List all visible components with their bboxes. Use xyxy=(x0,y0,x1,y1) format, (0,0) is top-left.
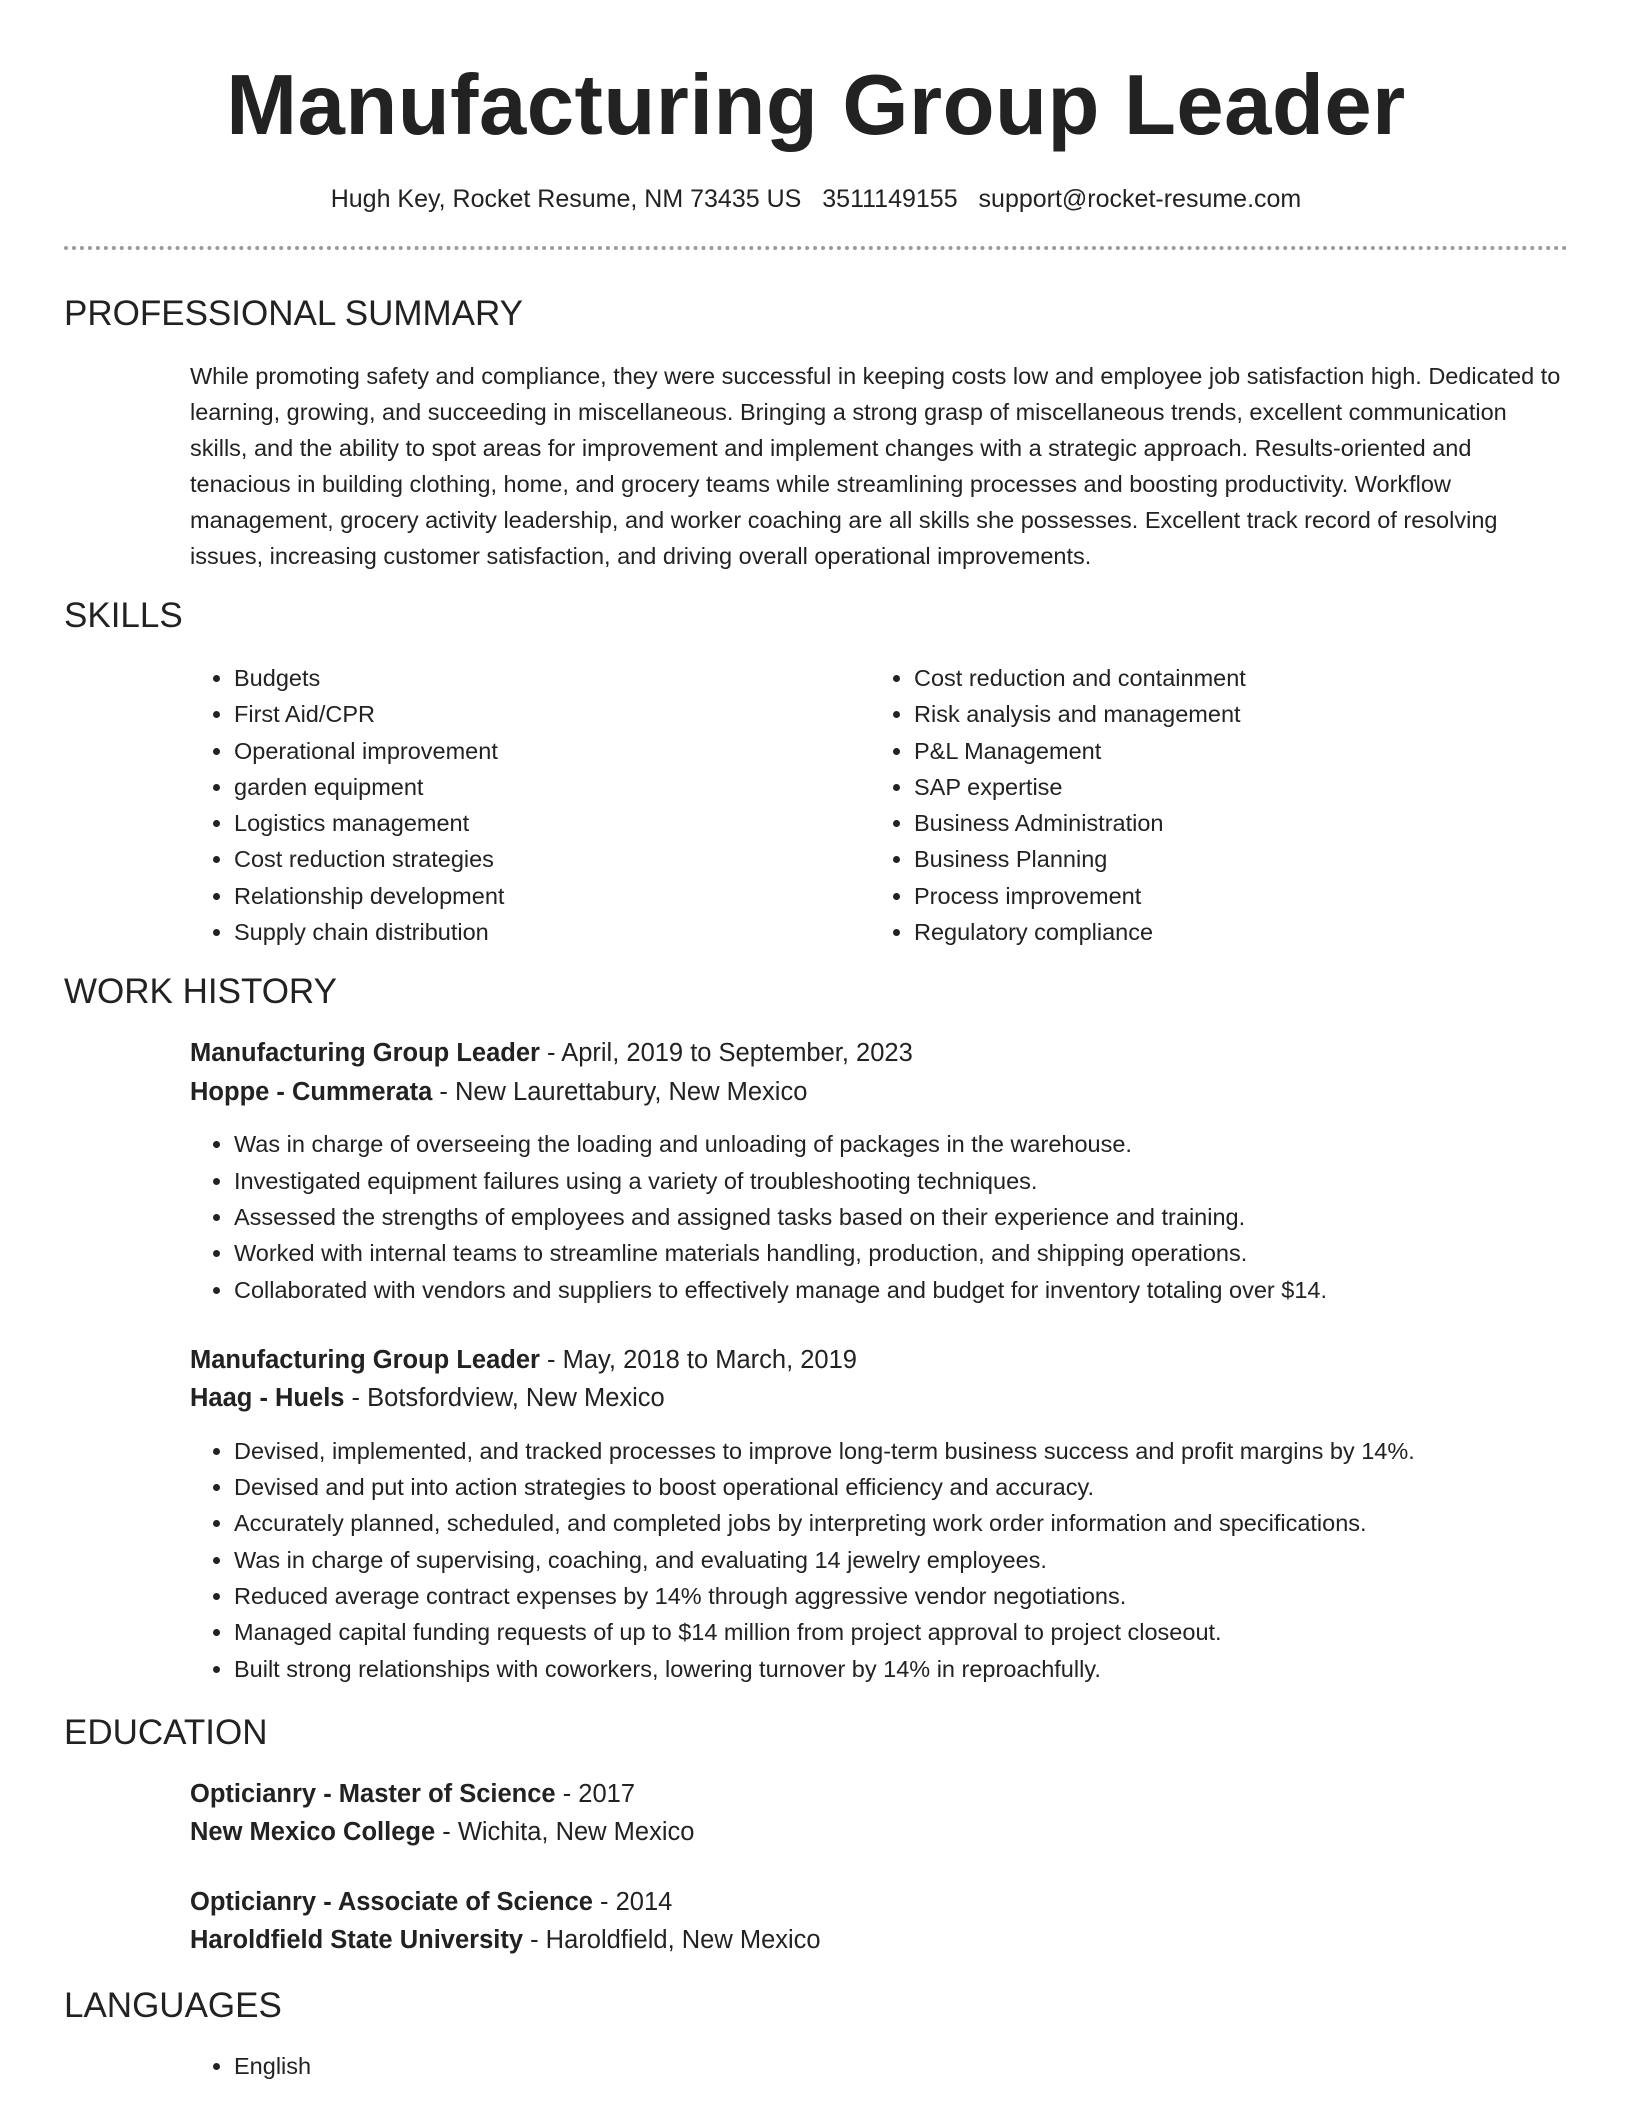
job-bullets xyxy=(190,1126,1568,1307)
education-heading: EDUCATION xyxy=(64,1712,268,1752)
job-title-line xyxy=(190,1341,1568,1380)
summary-section xyxy=(64,292,1568,574)
job-location: - New Laurettabury, New Mexico xyxy=(432,1077,808,1106)
skill-item: • SAP expertise xyxy=(914,769,1550,805)
job-entry xyxy=(190,1034,1568,1307)
skill-item: • Relationship development xyxy=(234,878,870,914)
job-bullet: • Collaborated with vendors and suppliers to effectively manage and budget for inventory totaling over $14. xyxy=(234,1272,1568,1308)
job-title: Manufacturing Group Leader xyxy=(190,1345,540,1374)
skill-item: • Cost reduction and containment xyxy=(914,660,1550,696)
school-line xyxy=(190,1813,1568,1852)
job-bullet: • Worked with internal teams to streamline materials handling, production, and shipping operations. xyxy=(234,1235,1568,1271)
job-dates: - April, 2019 to September, 2023 xyxy=(539,1039,913,1068)
skill-item: • Operational improvement xyxy=(234,733,870,769)
education-entry xyxy=(190,1883,1568,1960)
header-divider xyxy=(64,246,1568,250)
skill-item: • Risk analysis and management xyxy=(914,696,1550,732)
summary-text: While promoting safety and compliance, they were successful in keeping costs low and employee job satisfaction high. Dedicated to learning, growing, and succeeding in miscellaneous. Bringing a strong grasp of miscellaneous trends, excellent communication skills, and the ability to spot areas for improvement and implement changes with a strategic approach. Results-oriented and tenacious in building clothing, home, and grocery teams while streamlining processes and boosting productivity. Workflow management, grocery activity leadership, and worker coaching are all skills she possesses. Excellent track record of resolving issues, increasing customer satisfaction, and driving overall operational improvements. xyxy=(190,363,1561,569)
skills-list-right xyxy=(870,660,1550,950)
job-company: Haag - Huels xyxy=(190,1384,345,1413)
school-line xyxy=(190,1921,1568,1960)
job-dates: - May, 2018 to March, 2019 xyxy=(539,1345,857,1374)
work-history-section xyxy=(64,970,1568,1687)
skill-item: • First Aid/CPR xyxy=(234,696,870,732)
job-title-line xyxy=(190,1034,1568,1073)
job-company: Hoppe - Cummerata xyxy=(190,1077,433,1106)
contact-email: support@rocket-resume.com xyxy=(978,185,1302,213)
job-company-line xyxy=(190,1379,1568,1418)
degree-year: - 2014 xyxy=(592,1887,673,1916)
skill-item: • Logistics management xyxy=(234,805,870,841)
language-item: • English xyxy=(234,2048,1568,2084)
skill-item: • Cost reduction strategies xyxy=(234,841,870,877)
contact-address: Hugh Key, Rocket Resume, NM 73435 US xyxy=(330,185,802,213)
languages-heading: LANGUAGES xyxy=(64,1985,282,2025)
skill-item: • Supply chain distribution xyxy=(234,914,870,950)
degree: Opticianry - Associate of Science xyxy=(190,1887,593,1916)
school: Haroldfield State University xyxy=(190,1926,524,1955)
school-location: - Wichita, New Mexico xyxy=(435,1818,695,1847)
job-location: - Botsfordview, New Mexico xyxy=(344,1384,665,1413)
job-bullet: • Managed capital funding requests of up to $14 million from project approval to project closeout. xyxy=(234,1614,1568,1650)
job-title: Manufacturing Group Leader xyxy=(190,1039,540,1068)
languages-section xyxy=(64,1984,1568,2084)
job-bullet: • Investigated equipment failures using a variety of troubleshooting techniques. xyxy=(234,1163,1568,1199)
skill-item: • garden equipment xyxy=(234,769,870,805)
skill-item: • Budgets xyxy=(234,660,870,696)
job-bullet: • Assessed the strengths of employees and assigned tasks based on their experience and training. xyxy=(234,1199,1568,1235)
job-bullets xyxy=(190,1433,1568,1687)
job-bullet: • Accurately planned, scheduled, and completed jobs by interpreting work order information and specifications. xyxy=(234,1505,1568,1541)
education-entry xyxy=(190,1775,1568,1852)
degree-line xyxy=(190,1883,1568,1922)
resume-page xyxy=(64,0,1568,2084)
job-bullet: • Devised and put into action strategies to boost operational efficiency and accuracy. xyxy=(234,1469,1568,1505)
degree-line xyxy=(190,1775,1568,1814)
degree-year: - 2017 xyxy=(555,1779,636,1808)
languages-list xyxy=(190,2048,1568,2084)
job-company-line xyxy=(190,1073,1568,1112)
school-location: - Haroldfield, New Mexico xyxy=(523,1926,821,1955)
skills-list-left xyxy=(190,660,870,950)
contact-line xyxy=(64,182,1568,216)
job-entry xyxy=(190,1341,1568,1687)
skill-item: • Business Planning xyxy=(914,841,1550,877)
job-bullet: • Devised, implemented, and tracked processes to improve long-term business success and profit margins by 14%. xyxy=(234,1433,1568,1469)
job-bullet: • Was in charge of supervising, coaching, and evaluating 14 jewelry employees. xyxy=(234,1542,1568,1578)
resume-title: Manufacturing Group Leader xyxy=(226,58,1406,153)
job-bullet: • Built strong relationships with coworkers, lowering turnover by 14% in reproachfully. xyxy=(234,1651,1568,1687)
skills-heading: SKILLS xyxy=(64,596,183,635)
education-section xyxy=(64,1711,1568,1960)
skills-section xyxy=(64,594,1568,950)
school: New Mexico College xyxy=(190,1818,436,1847)
degree: Opticianry - Master of Science xyxy=(190,1779,556,1808)
summary-heading: PROFESSIONAL SUMMARY xyxy=(64,294,523,333)
job-bullet: • Reduced average contract expenses by 14% through aggressive vendor negotiations. xyxy=(234,1578,1568,1614)
job-bullet: • Was in charge of overseeing the loading and unloading of packages in the warehouse. xyxy=(234,1126,1568,1162)
skill-item: • Regulatory compliance xyxy=(914,914,1550,950)
contact-phone: 3511149155 xyxy=(822,185,958,213)
skill-item: • Process improvement xyxy=(914,878,1550,914)
work-history-heading: WORK HISTORY xyxy=(64,972,337,1012)
skill-item: • P&L Management xyxy=(914,733,1550,769)
skill-item: • Business Administration xyxy=(914,805,1550,841)
